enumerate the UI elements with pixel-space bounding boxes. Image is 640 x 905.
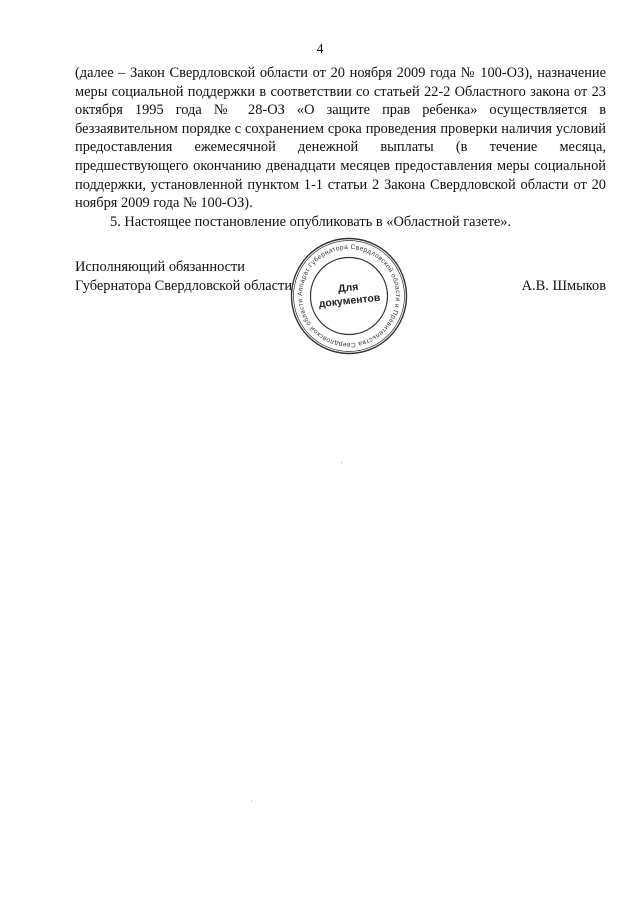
official-seal-stamp: [289, 236, 409, 356]
paragraph-item-5: 5. Настоящее постановление опубликовать в «Областной газете».: [110, 213, 512, 230]
paragraph-continuation: (далее – Закон Свердловской области от 20 ноября 2009 года № 100-ОЗ), назначение меры социальной поддержки в соответствии со статьей 22-2 Областного закона от 23 октября 1995 года № 28-ОЗ «О защите прав ребенка» осуществляется в беззаявительном порядке с сохранением срока проведения проверки наличия условий предоставления ежемесячной денежной выплаты (в течение месяца, предшествующего окончанию двенадцати месяцев предоставления меры социальной поддержки, установленной пунктом 1-1 статьи 2 Закона Свердловской области от 20 ноября 2009 года № 100-ОЗ).: [75, 65, 606, 212]
signer-name: А.В. Шмыков: [521, 277, 606, 294]
stamp-center-line1: Для: [337, 281, 359, 296]
stamp-center-line2: документов: [318, 291, 381, 311]
stamp-ring-text: Аппарат Губернатора Свердловской области и Правительства Свердловской области: [296, 243, 402, 349]
page-number: 4: [316, 42, 324, 57]
signer-position-line2: Губернатора Свердловской области: [75, 277, 293, 294]
scan-speck: [341, 462, 342, 463]
signer-position-line1: Исполняющий обязанности: [75, 259, 246, 275]
document-body: [75, 64, 606, 231]
scan-speck: [251, 801, 252, 802]
